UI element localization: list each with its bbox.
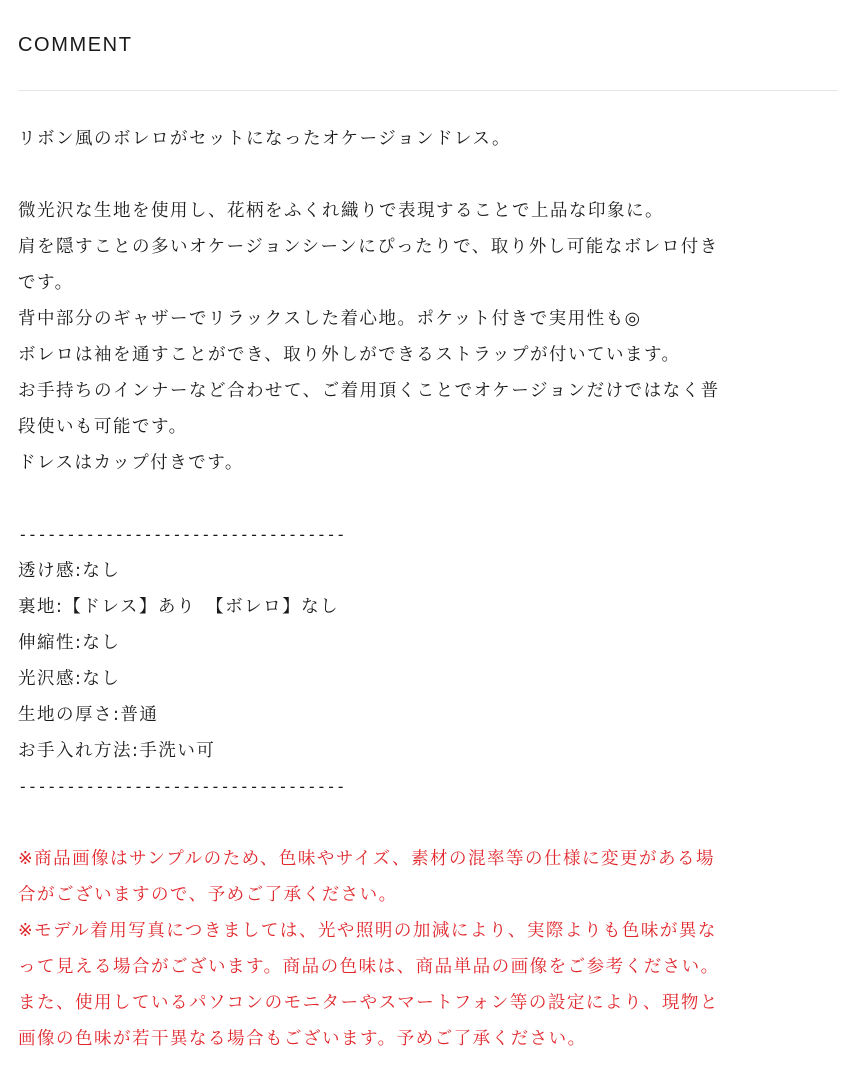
- separator-bottom: ----------------------------------: [18, 777, 346, 796]
- separator-top: ----------------------------------: [18, 525, 346, 544]
- warning-line: ※モデル着用写真につきましては、光や照明の加減により、実際よりも色味が異な: [18, 921, 717, 941]
- section-divider: [18, 90, 838, 91]
- spec-item-lining: 裏地:【ドレス】あり 【ボレロ】なし: [18, 597, 340, 617]
- description-line: 背中部分のギャザーでリラックスした着心地。ポケット付きで実用性も◎: [18, 309, 642, 329]
- description-line: 段使いも可能です。: [18, 417, 188, 437]
- description-line: ボレロは袖を通すことができ、取り外しができるストラップが付いています。: [18, 345, 681, 365]
- spec-item-transparency: 透け感:なし: [18, 561, 121, 581]
- spec-item-gloss: 光沢感:なし: [18, 669, 121, 689]
- paragraph-gap: [18, 481, 837, 517]
- spec-item-thickness: 生地の厚さ:普通: [18, 705, 159, 725]
- spec-item-care: お手入れ方法:手洗い可: [18, 741, 216, 761]
- description-line: 肩を隠すことの多いオケージョンシーンにぴったりで、取り外し可能なボレロ付き: [18, 237, 719, 257]
- comment-body: [18, 121, 837, 1057]
- warning-notes: [18, 841, 837, 1057]
- description-block: [18, 193, 837, 481]
- description-line: お手持ちのインナーなど合わせて、ご着用頂くことでオケージョンだけではなく普: [18, 381, 720, 401]
- intro-text: リボン風のボレロがセットになったオケージョンドレス。: [18, 129, 511, 149]
- description-line: ドレスはカップ付きです。: [18, 453, 244, 473]
- warning-line: って見える場合がございます。商品の色味は、商品単品の画像をご参考ください。: [18, 957, 720, 977]
- description-line: です。: [18, 273, 74, 293]
- section-title: COMMENT: [18, 34, 133, 56]
- warning-line: また、使用しているパソコンのモニターやスマートフォン等の設定により、現物と: [18, 993, 719, 1013]
- paragraph-gap: [18, 805, 837, 841]
- spec-item-stretch: 伸縮性:なし: [18, 633, 121, 653]
- spec-list: [18, 553, 837, 769]
- warning-line: 合がございますので、予めご了承ください。: [18, 885, 398, 905]
- description-line: 微光沢な生地を使用し、花柄をふくれ織りで表現することで上品な印象に。: [18, 201, 664, 221]
- warning-line: ※商品画像はサンプルのため、色味やサイズ、素材の混率等の仕様に変更がある場: [18, 849, 716, 869]
- warning-line: 画像の色味が若干異なる場合もございます。予めご了承ください。: [18, 1029, 587, 1049]
- paragraph-gap: [18, 157, 837, 193]
